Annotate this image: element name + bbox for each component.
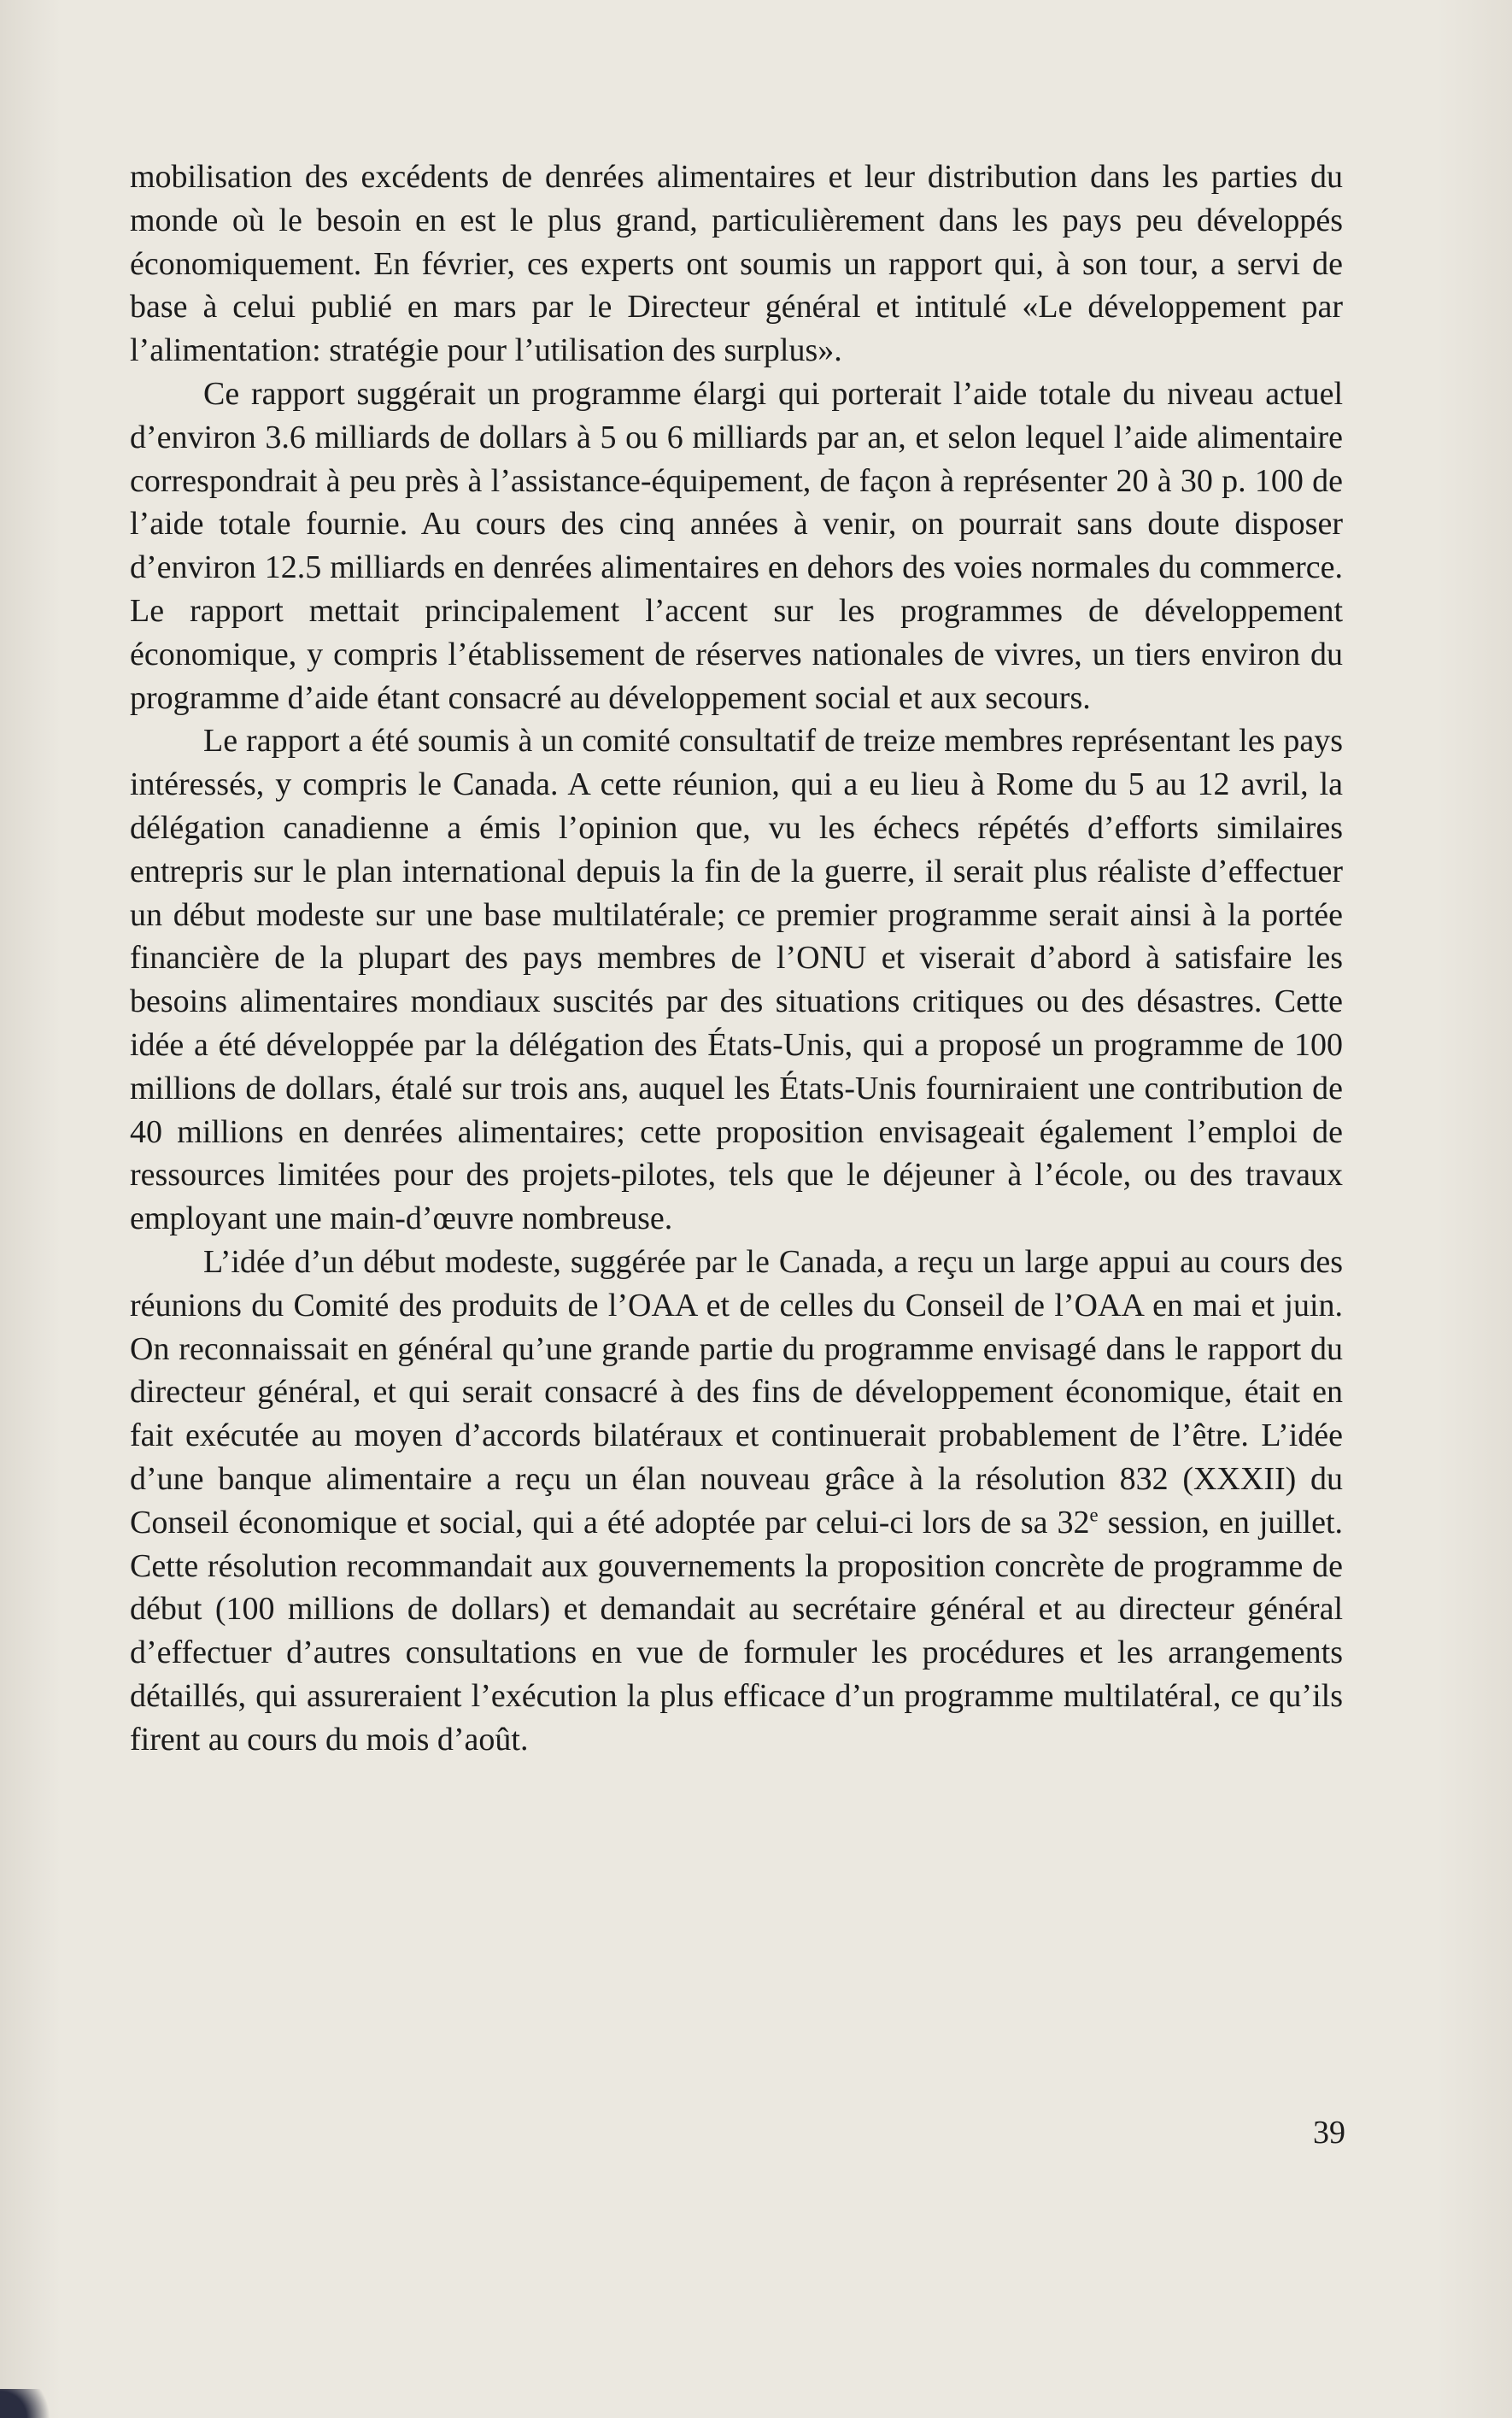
body-text bbox=[130, 156, 1343, 1761]
ordinal-superscript: e bbox=[1089, 1504, 1099, 1526]
paragraph-4-text-after: session, en juillet. Cette résolution recommandait aux gouvernements la proposition concrète de programme de début (100 millions de dollars) et demandait au secrétaire général et au directeur général d’effectuer d’autres consultations en vue de formuler les procédures et les arrangements détaillés, qui assureraient l’exécution la plus efficace d’un programme multilatéral, ce qu’ils firent au cours du mois d’août. bbox=[130, 1504, 1343, 1758]
paragraph-4-text-before: L’idée d’un début modeste, suggérée par le Canada, a reçu un large appui au cours des réunions du Comité des produits de l’OAA et de celles du Conseil de l’OAA en mai et juin. On reconnaissait en général qu’une grande partie du programme envisagé dans le rapport du directeur général, et qui serait consacré à des fins de développement économique, était en fait exécutée au moyen d’accords bilatéraux et continuerait probablement de l’être. L’idée d’une banque alimentaire a reçu un élan nouveau grâce à la résolution 832 (XXXII) du Conseil économique et social, qui a été adoptée par celui-ci lors de sa 32 bbox=[130, 1243, 1343, 1541]
paragraph-3 bbox=[130, 719, 1343, 1241]
paragraph-2 bbox=[130, 373, 1343, 719]
paragraph-4 bbox=[130, 1241, 1343, 1762]
paragraph-1 bbox=[130, 156, 1343, 373]
paragraph-1-text: mobilisation des excédents de denrées alimentaires et leur distribution dans les parties du monde où le besoin en est le plus grand, particulièrement dans les pays peu développés économiquement. En février, ces experts ont soumis un rapport qui, à son tour, a servi de base à celui publié en mars par le Directeur général et intitulé «Le développement par l’alimentation: stratégie pour l’utilisation des surplus». bbox=[130, 159, 1343, 369]
page-number: 39 bbox=[1313, 2115, 1345, 2151]
paragraph-2-text: Ce rapport suggérait un programme élargi qui porterait l’aide totale du niveau actuel d’environ 3.6 milliards de dollars à 5 ou 6 milliards par an, et selon lequel l’aide alimentaire correspondrait à peu près à l’assistance-équipement, de façon à représenter 20 à 30 p. 100 de l’aide totale fournie. Au cours des cinq années à venir, on pourrait sans doute disposer d’environ 12.5 milliards en denrées alimentaires en dehors des voies normales du commerce. Le rapport mettait principalement l’accent sur les programmes de développement économique, y compris l’établissement de réserves nationales de vivres, un tiers environ du programme d’aide étant consacré au développement social et aux secours. bbox=[130, 375, 1343, 716]
paragraph-3-text: Le rapport a été soumis à un comité consultatif de treize membres représentant les pays intéressés, y compris le Canada. A cette réunion, qui a eu lieu à Rome du 5 au 12 avril, la délégation canadienne a émis l’opinion que, vu les échecs répétés d’efforts similaires entrepris sur le plan international depuis la fin de la guerre, il serait plus réaliste d’effectuer un début modeste sur une base multilatérale; ce premier programme serait ainsi à la portée financière de la plupart des pays membres de l’ONU et viserait d’abord à satisfaire les besoins alimentaires mondiaux suscités par des situations critiques ou des désastres. Cette idée a été développée par la délégation des États-Unis, qui a proposé un programme de 100 millions de dollars, étalé sur trois ans, auquel les États-Unis fourniraient une contribution de 40 millions en denrées alimentaires; cette proposition envisageait également l’emploi de ressources limitées pour des projets-pilotes, tels que le déjeuner à l’école, ou des travaux employant une main-d’œuvre nombreuse. bbox=[130, 723, 1343, 1237]
binding-shadow bbox=[0, 2389, 60, 2418]
